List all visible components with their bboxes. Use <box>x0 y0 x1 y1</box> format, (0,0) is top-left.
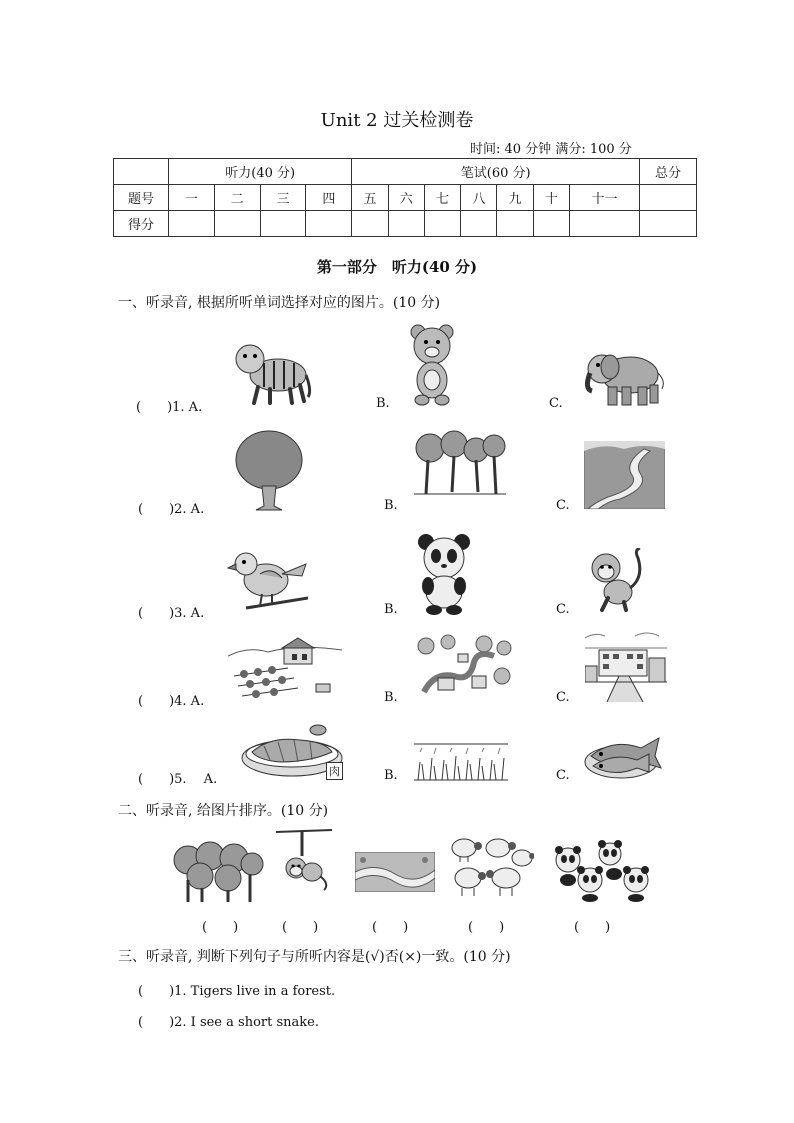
question-3-number: ( )3. A. <box>138 606 205 621</box>
section-three-title: 三、听录音, 判断下列句子与所听内容是(√)否(×)一致。(10 分) <box>118 949 511 965</box>
exam-meta: 时间: 40 分钟 满分: 100 分 <box>470 142 632 157</box>
question-1-number: ( )1. A. <box>136 400 203 415</box>
qnum-label: 题号 <box>114 185 169 211</box>
tree-icon[interactable] <box>234 430 304 516</box>
elephant-icon[interactable] <box>578 345 666 413</box>
order-blank[interactable]: ( ) <box>574 920 611 935</box>
score-label: 得分 <box>114 211 169 237</box>
qnum-cell: 十 <box>533 185 569 211</box>
score-cell[interactable] <box>424 211 460 237</box>
option-b-label: B. <box>384 602 398 617</box>
score-cell[interactable] <box>533 211 569 237</box>
farm-icon[interactable] <box>228 636 342 704</box>
bird-icon[interactable] <box>226 544 308 618</box>
option-c-label: C. <box>556 498 570 513</box>
score-cell[interactable] <box>352 211 388 237</box>
score-cell[interactable] <box>260 211 306 237</box>
river-icon[interactable] <box>355 852 435 896</box>
qnum-cell: 四 <box>306 185 352 211</box>
forest-icon[interactable] <box>172 840 264 908</box>
score-cell[interactable] <box>169 211 215 237</box>
qnum-cell: 九 <box>497 185 533 211</box>
meat-icon[interactable] <box>240 722 346 782</box>
qnum-cell: 七 <box>424 185 460 211</box>
option-b-label: B. <box>376 396 390 411</box>
order-blank[interactable]: ( ) <box>202 920 239 935</box>
qnum-cell: 三 <box>260 185 306 211</box>
option-b-label: B. <box>384 690 398 705</box>
part-one-title: 第一部分 听力(40 分) <box>316 258 478 276</box>
panda-icon[interactable] <box>416 532 472 620</box>
pandas-icon[interactable] <box>554 840 654 906</box>
score-cell[interactable] <box>640 211 697 237</box>
bear-icon[interactable] <box>408 322 456 412</box>
option-c-label: C. <box>556 602 570 617</box>
score-cell[interactable] <box>461 211 497 237</box>
river-icon[interactable] <box>584 441 665 513</box>
section-two-title: 二、听录音, 给图片排序。(10 分) <box>118 803 329 819</box>
section-one-title: 一、听录音, 根据所听单词选择对应的图片。(10 分) <box>118 295 441 311</box>
meat-label: 肉 <box>326 762 343 780</box>
option-c-label: C. <box>556 768 570 783</box>
qnum-cell: 十一 <box>570 185 640 211</box>
option-c-label: C. <box>549 396 563 411</box>
score-cell[interactable] <box>497 211 533 237</box>
order-blank[interactable]: ( ) <box>468 920 505 935</box>
option-b-label: B. <box>384 498 398 513</box>
sheep-icon[interactable] <box>448 834 534 902</box>
writing-header: 笔试(60 分) <box>352 159 640 185</box>
question-4-number: ( )4. A. <box>138 694 205 709</box>
qnum-cell: 一 <box>169 185 215 211</box>
score-cell[interactable] <box>306 211 352 237</box>
total-header: 总分 <box>640 159 697 185</box>
tiger-icon[interactable] <box>230 335 312 411</box>
score-table <box>113 158 697 237</box>
forest-icon[interactable] <box>414 430 506 500</box>
order-blank[interactable]: ( ) <box>282 920 319 935</box>
qnum-cell: 六 <box>388 185 424 211</box>
school-icon[interactable] <box>585 630 667 706</box>
listening-header: 听力(40 分) <box>169 159 352 185</box>
option-b-label: B. <box>384 768 398 783</box>
park-icon[interactable] <box>414 632 514 702</box>
sentence-1: ( )1. Tigers live in a forest. <box>138 984 336 999</box>
grass-icon[interactable] <box>414 742 508 786</box>
page-title: Unit 2 过关检测卷 <box>320 110 474 131</box>
score-cell[interactable] <box>570 211 640 237</box>
question-2-number: ( )2. A. <box>138 502 205 517</box>
fish-icon[interactable] <box>583 726 663 786</box>
qnum-cell: 八 <box>461 185 497 211</box>
sentence-2: ( )2. I see a short snake. <box>138 1015 319 1030</box>
qnum-cell: 五 <box>352 185 388 211</box>
question-5-number: ( )5. A. <box>138 772 218 787</box>
monkey-icon[interactable] <box>588 548 644 616</box>
monkey-icon[interactable] <box>276 828 332 896</box>
score-cell[interactable] <box>388 211 424 237</box>
option-c-label: C. <box>556 690 570 705</box>
score-cell[interactable] <box>214 211 260 237</box>
order-blank[interactable]: ( ) <box>372 920 409 935</box>
qnum-cell: 二 <box>214 185 260 211</box>
total-cell <box>640 185 697 211</box>
